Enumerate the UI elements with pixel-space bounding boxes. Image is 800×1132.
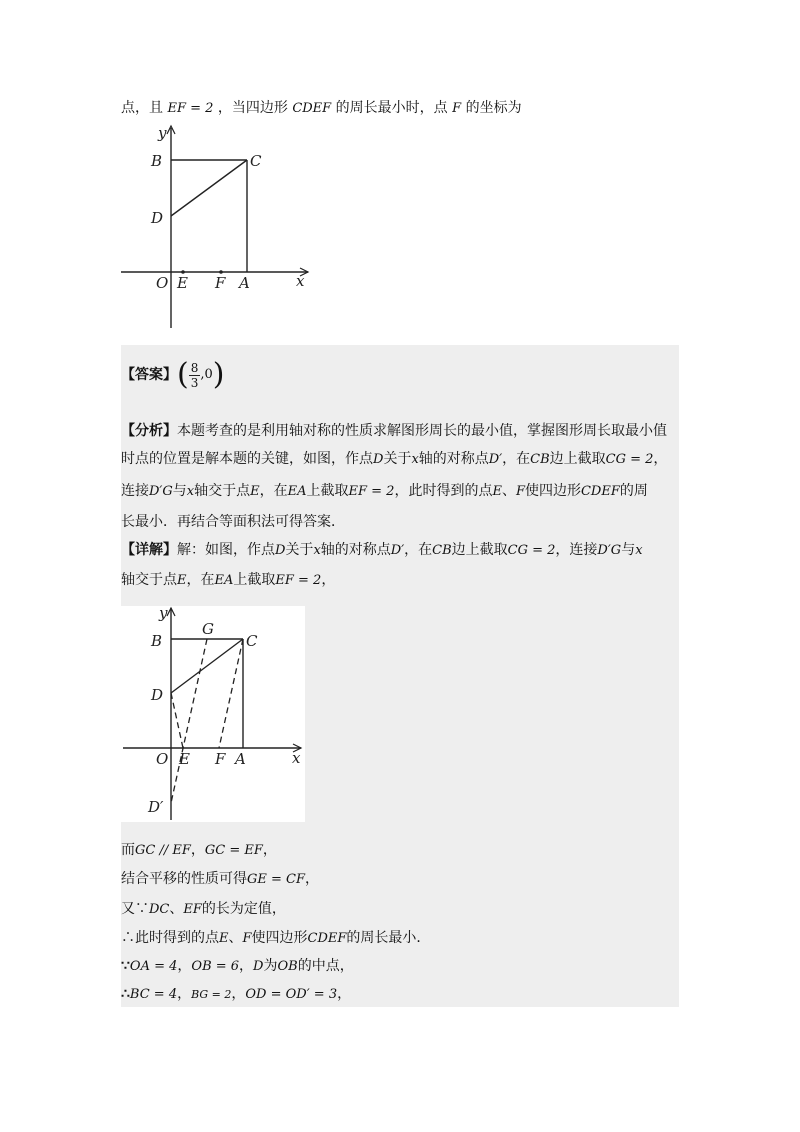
- fraction-numerator: 8: [190, 360, 199, 375]
- math: x: [411, 452, 419, 467]
- math: GE = CF: [247, 872, 305, 887]
- label-a: A: [235, 750, 246, 768]
- math-cdef: CDEF: [292, 101, 332, 116]
- text: 、: [169, 901, 184, 917]
- math: D: [373, 452, 384, 467]
- label-g: G: [202, 620, 214, 638]
- text: 点，且: [121, 100, 163, 116]
- math: x: [635, 543, 643, 558]
- label-b: B: [151, 632, 163, 650]
- text: 轴的对称点: [418, 451, 489, 467]
- label-e: E: [177, 274, 188, 292]
- math: BG = 2: [191, 988, 232, 1001]
- math: OB = 6: [191, 959, 240, 974]
- math: F: [515, 484, 525, 499]
- figure-2-reflection-diagram: [121, 606, 305, 822]
- text: 与: [172, 483, 187, 499]
- math: EF: [183, 902, 202, 917]
- label-c: C: [246, 632, 258, 650]
- math: EF = 2: [275, 573, 322, 588]
- math: D′: [488, 452, 503, 467]
- text: ，: [239, 958, 254, 974]
- text: ，: [177, 958, 192, 974]
- math: BC = 4: [129, 987, 178, 1002]
- text: 结合平移的性质可得: [121, 871, 247, 887]
- step-5: [121, 956, 354, 977]
- math: EF = 2: [348, 484, 395, 499]
- text: ，: [305, 871, 319, 887]
- fraction: [189, 361, 201, 390]
- text: 上截取: [306, 483, 349, 499]
- text: 轴交于点: [121, 572, 177, 588]
- text: 、: [228, 930, 243, 946]
- text: ，: [653, 451, 668, 467]
- text: ，在: [404, 542, 433, 558]
- problem-line-1: [121, 98, 522, 119]
- text: ∴此时得到的点: [121, 930, 219, 946]
- text: 连接: [121, 483, 149, 499]
- math: CDEF: [307, 931, 347, 946]
- label-d: D: [151, 686, 164, 704]
- text: 关于: [285, 542, 314, 558]
- text: 又∵: [121, 901, 149, 917]
- step-3: [121, 899, 286, 920]
- math: CB: [530, 452, 550, 467]
- answer-tag: 【答案】: [121, 367, 177, 383]
- text: 的中点，: [297, 958, 354, 974]
- text: ，连接: [555, 542, 598, 558]
- text: 轴的对称点: [320, 542, 391, 558]
- dashed-c-f: [219, 639, 243, 748]
- text: ，: [321, 572, 336, 588]
- label-d: D: [151, 209, 164, 227]
- left-paren: (: [177, 357, 189, 392]
- label-y: y: [159, 606, 168, 622]
- text: ，此时得到的点: [394, 483, 493, 499]
- label-o: O: [156, 750, 169, 768]
- text: 的坐标为: [465, 100, 522, 116]
- math: x: [313, 543, 321, 558]
- text: 边上截取: [549, 451, 606, 467]
- text: 为: [263, 958, 278, 974]
- because-symbol: ∵: [121, 958, 130, 974]
- analysis-tag: 【分析】: [121, 423, 177, 439]
- text: 的周长最小．: [346, 930, 431, 946]
- segment-dc: [171, 639, 243, 693]
- step-4: [121, 928, 430, 949]
- detail-line-2: [121, 570, 335, 591]
- therefore-symbol: ∴: [121, 986, 130, 1002]
- math: x: [186, 484, 195, 499]
- label-d-prime: D′: [148, 798, 164, 816]
- text: 时点的位置是解本题的关键，如图，作点: [121, 451, 373, 467]
- text: 长最小．再结合等面积法可得答案．: [121, 514, 345, 530]
- math: GC // EF: [135, 843, 191, 858]
- math: D: [275, 543, 286, 558]
- text: 的周: [619, 483, 648, 499]
- math: OB: [277, 959, 298, 974]
- answer-line: [121, 357, 225, 392]
- segment-dc: [171, 160, 247, 216]
- text: 使四边形: [524, 483, 581, 499]
- math: D′G: [149, 484, 173, 499]
- math: CG = 2: [605, 452, 654, 467]
- text: ，: [337, 986, 352, 1002]
- math: OA = 4: [129, 959, 178, 974]
- text: ，: [190, 842, 205, 858]
- math: EA: [214, 573, 234, 588]
- math-ef-2: EF = 2: [167, 101, 214, 116]
- math: CG = 2: [507, 543, 556, 558]
- text: 上截取: [233, 572, 276, 588]
- text: ，当四边形: [217, 100, 288, 116]
- right-paren: ): [212, 357, 225, 392]
- dashed-d-e: [171, 693, 183, 748]
- text: 的长为定值，: [201, 901, 286, 917]
- math: CB: [432, 543, 452, 558]
- text: 解：如图，作点: [177, 542, 275, 558]
- text: 与: [621, 542, 636, 558]
- label-f: F: [215, 750, 226, 768]
- analysis-line-2: [121, 449, 667, 470]
- math: E: [492, 484, 502, 499]
- math: D: [253, 959, 264, 974]
- math: D′G: [597, 543, 622, 558]
- label-x: x: [296, 272, 305, 290]
- detail-line-1: [121, 540, 643, 561]
- answer-y: ,0: [200, 367, 213, 382]
- label-x: x: [292, 749, 301, 767]
- dashed-g-dprime: [171, 639, 207, 803]
- label-b: B: [151, 152, 163, 170]
- math: F: [242, 931, 252, 946]
- label-y: y: [158, 124, 167, 142]
- label-o: O: [156, 274, 169, 292]
- text: ，在: [259, 483, 288, 499]
- text: 的周长最小时，点: [335, 100, 448, 116]
- text: 轴交于点: [194, 483, 251, 499]
- math: E: [177, 573, 187, 588]
- text: 使四边形: [251, 930, 308, 946]
- math: OD = OD′ = 3: [245, 987, 338, 1002]
- math: DC: [149, 902, 170, 917]
- math: EA: [287, 484, 307, 499]
- step-1: [121, 840, 277, 861]
- label-c: C: [250, 152, 262, 170]
- text: ，: [262, 842, 277, 858]
- text: 、: [501, 483, 516, 499]
- math: E: [250, 484, 260, 499]
- analysis-line-1: [121, 421, 667, 441]
- text: ，: [177, 986, 192, 1002]
- fraction-denominator: 3: [190, 375, 199, 390]
- math: CDEF: [580, 484, 620, 499]
- math: D′: [390, 543, 405, 558]
- text: ，: [231, 986, 246, 1002]
- label-a: A: [239, 274, 250, 292]
- step-2: [121, 869, 319, 890]
- detail-tag: 【详解】: [121, 542, 177, 558]
- label-f: F: [215, 274, 226, 292]
- step-6: [121, 984, 351, 1005]
- text: 边上截取: [451, 542, 508, 558]
- text: ，在: [502, 451, 531, 467]
- text: ，在: [186, 572, 215, 588]
- text: 而: [121, 842, 135, 858]
- math: GC = EF: [204, 843, 263, 858]
- label-e: E: [179, 750, 190, 768]
- figure-1-coordinate-diagram: [118, 120, 318, 332]
- text: 本题考查的是利用轴对称的性质求解图形周长的最小值，掌握图形周长取最小值: [177, 423, 667, 439]
- math: E: [219, 931, 229, 946]
- text: 关于: [383, 451, 412, 467]
- analysis-line-3: [121, 481, 648, 502]
- math-f: F: [452, 101, 462, 116]
- analysis-line-4: [121, 512, 345, 532]
